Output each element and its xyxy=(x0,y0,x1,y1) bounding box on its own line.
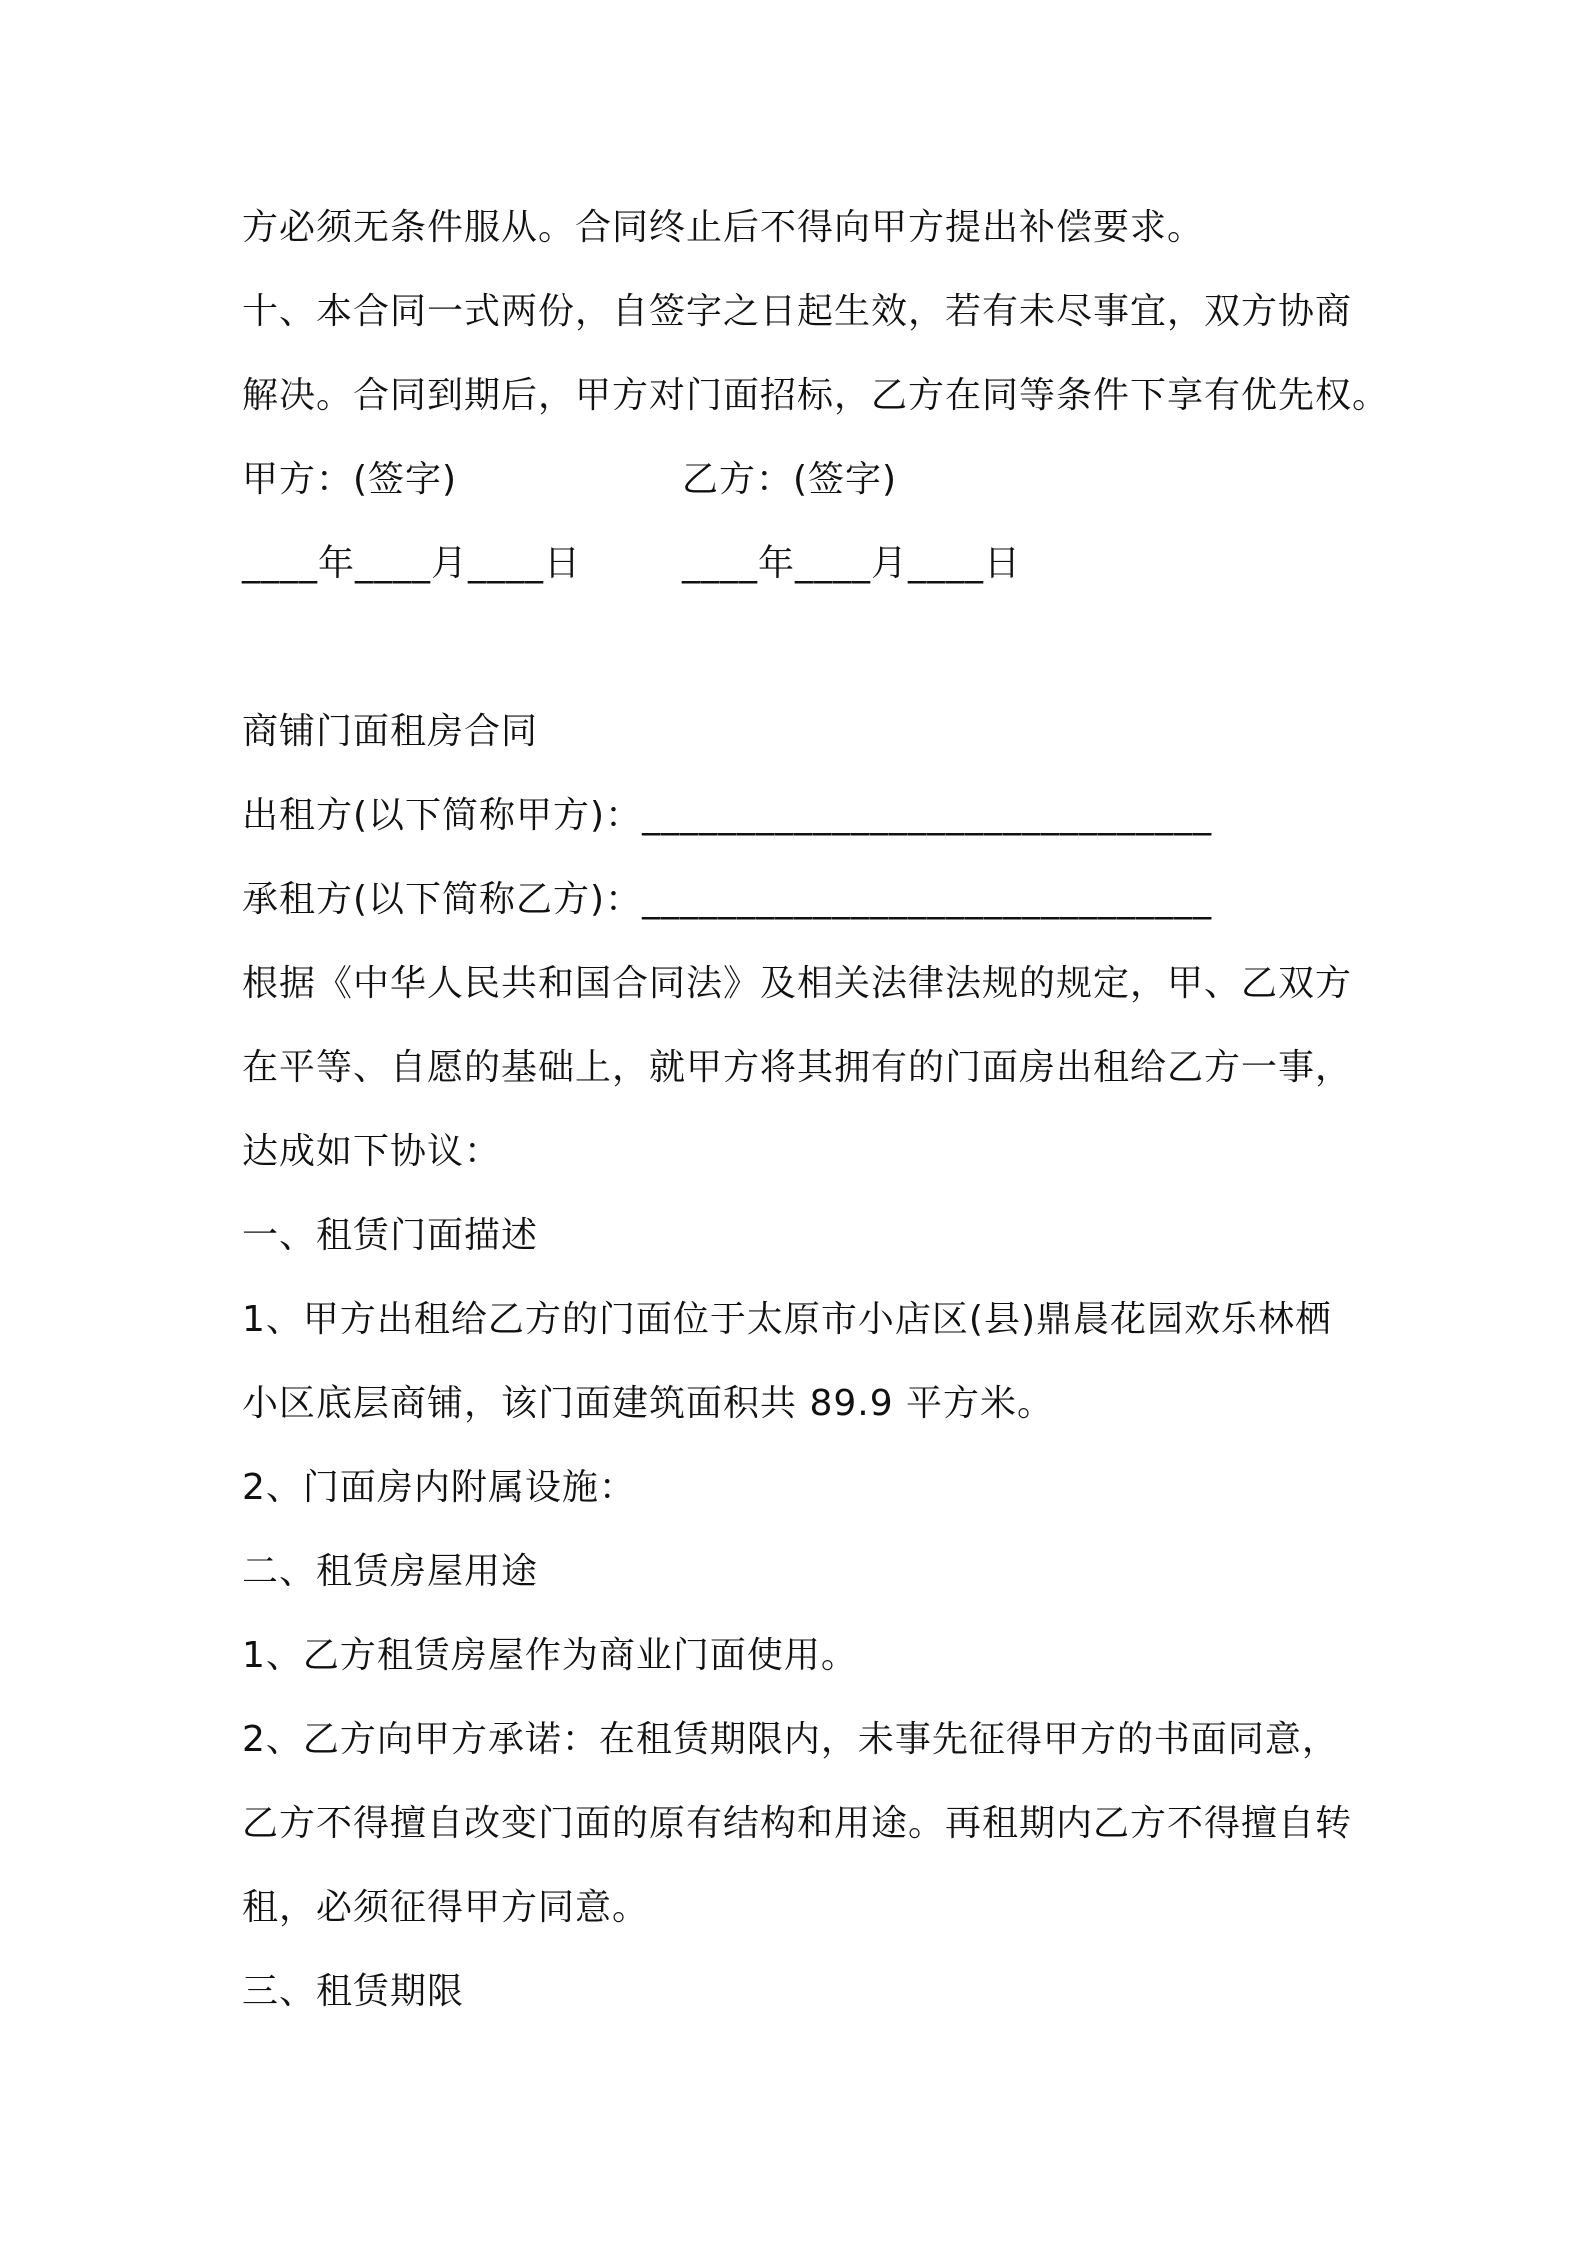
paragraph-line: 根据《中华人民共和国合同法》及相关法律法规的规定，甲、乙双方 xyxy=(242,963,1353,1004)
party-a-signature: 甲方：(签字) xyxy=(242,459,458,500)
lessor-line: 出租方(以下简称甲方)：______________________________ xyxy=(242,795,1213,836)
paragraph-line: 达成如下协议： xyxy=(242,1131,502,1172)
section-heading: 二、租赁房屋用途 xyxy=(242,1551,539,1592)
paragraph-line: 小区底层商铺，该门面建筑面积共 89.9 平方米。 xyxy=(242,1383,1055,1424)
section-heading: 一、租赁门面描述 xyxy=(242,1215,539,1256)
paragraph-line: 租，必须征得甲方同意。 xyxy=(242,1887,650,1928)
paragraph-line: 2、门面房内附属设施： xyxy=(242,1467,636,1508)
paragraph-line: 1、乙方租赁房屋作为商业门面使用。 xyxy=(242,1635,858,1676)
paragraph-line: 解决。合同到期后，甲方对门面招标，乙方在同等条件下享有优先权。 xyxy=(242,375,1390,416)
paragraph-line: 2、乙方向甲方承诺：在租赁期限内，未事先征得甲方的书面同意， xyxy=(242,1719,1339,1760)
paragraph-line: 十、本合同一式两份，自签字之日起生效，若有未尽事宜，双方协商 xyxy=(242,291,1353,332)
paragraph-line: 在平等、自愿的基础上，就甲方将其拥有的门面房出租给乙方一事， xyxy=(242,1047,1353,1088)
party-b-signature: 乙方：(签字) xyxy=(682,459,898,500)
party-a-date: ____年____月____日 xyxy=(242,543,582,584)
contract-title: 商铺门面租房合同 xyxy=(242,711,539,752)
lessee-line: 承租方(以下简称乙方)：______________________________ xyxy=(242,879,1213,920)
paragraph-line: 1、甲方出租给乙方的门面位于太原市小店区(县)鼎晨花园欢乐林栖 xyxy=(242,1299,1332,1340)
paragraph-line: 方必须无条件服从。合同终止后不得向甲方提出补偿要求。 xyxy=(242,207,1205,248)
paragraph-line: 乙方不得擅自改变门面的原有结构和用途。再租期内乙方不得擅自转 xyxy=(242,1803,1353,1844)
section-heading: 三、租赁期限 xyxy=(242,1971,465,2012)
party-b-date: ____年____月____日 xyxy=(682,543,1022,584)
